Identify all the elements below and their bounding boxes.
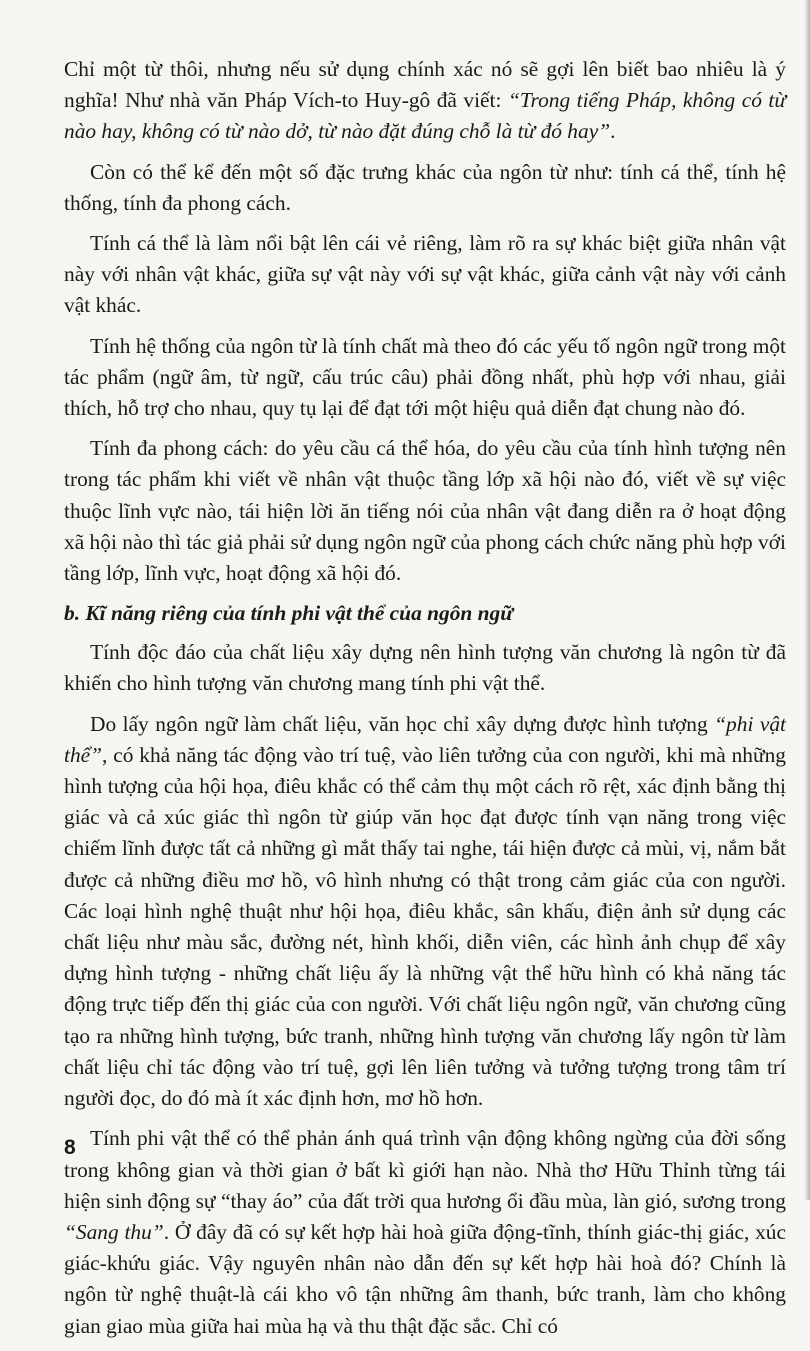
page-edge-shadow [804,0,810,1200]
page-body [64,54,786,1351]
paragraph-7 [64,709,786,1115]
p8-text-b: . Ở đây đã có sự kết hợp hài hoà giữa động-tĩnh, thính giác-thị giác, xúc giác-khứu giác. Vậy nguyên nhân nào dẫn đến sự kết hợp hài hoà đó? Chính là ngôn từ nghệ thuật-là cái kho vô tận những âm thanh, bức tranh, làm cho không gian giao mùa giữa hai mùa hạ và thu thật đặc sắc. Chỉ có [64,1219,786,1338]
p8-emphasis: “Sang thu” [64,1219,164,1244]
page-number: 8 [64,1136,76,1159]
paragraph-2: Còn có thể kể đến một số đặc trưng khác của ngôn từ như: tính cá thể, tính hệ thống, tính đa phong cách. [64,159,786,215]
paragraph-3: Tính cá thể là làm nổi bật lên cái vẻ riêng, làm rõ ra sự khác biệt giữa nhân vật này với nhân vật khác, giữa sự vật này với sự vật khác, giữa cảnh vật này với cảnh vật khác. [64,231,786,318]
section-heading-b: b. Kĩ năng riêng của tính phi vật thể của ngôn ngữ [64,601,514,626]
paragraph-8 [64,1123,786,1341]
paragraph-5: Tính đa phong cách: do yêu cầu cá thể hóa, do yêu cầu của tính hình tượng nên trong tác phẩm khi viết về nhân vật thuộc tầng lớp xã hội nào đó, viết về sự việc thuộc lĩnh vực nào, tái hiện lời ăn tiếng nói của nhân vật đang diễn ra ở hoạt động xã hội nào thì tác giả phải sử dụng ngôn ngữ của phong cách chức năng phù hợp với tầng lớp, lĩnh vực, hoạt động xã hội đó. [64,436,786,586]
paragraph-1 [64,54,786,148]
p7-text-a: Do lấy ngôn ngữ làm chất liệu, văn học chỉ xây dựng được hình tượng [90,711,715,736]
p1-end: . [610,119,616,144]
hugo-quote: “Trong tiếng Pháp, không có từ nào hay, không có từ nào dở, từ nào đặt đúng chỗ là từ đó hay” [64,88,787,144]
p1-text: Chỉ một từ thôi, nhưng nếu sử dụng chính xác nó sẽ gợi lên biết bao nhiêu là ý nghĩa! Như nhà văn Pháp Vích-to Huy-gô đã viết: [64,57,786,113]
p7-text-b: , có khả năng tác động vào trí tuệ, vào liên tưởng của con người, khi mà những hình tượng của hội họa, điêu khắc có thể cảm thụ một cách rõ rệt, xác định bằng thị giác và cả xúc giác thì ngôn từ giúp văn học đạt được tính vạn năng trong việc chiếm lĩnh được tất cả những gì mắt thấy tai nghe, tái hiện được cả mùi, vị, nắm bắt được cả những điều mơ hồ, vô hình nhưng có thật trong cảm giác của con người. Các loại hình nghệ thuật như hội họa, điêu khắc, sân khấu, điện ảnh sử dụng các chất liệu như màu sắc, đường nét, hình khối, diễn viên, các hình ảnh chụp để xây dựng hình tượng - những chất liệu ấy là những vật thể hữu hình có khả năng tác động trực tiếp đến thị giác của con người. Với chất liệu ngôn ngữ, văn chương cũng tạo ra những hình tượng, bức tranh, những hình tượng văn chương lấy ngôn từ làm chất liệu chỉ tác động vào trí tuệ, gợi lên liên tưởng và tưởng tượng trong tâm trí người đọc, do đó mà ít xác định hơn, mơ hồ hơn. [64,742,786,1111]
paragraph-6: Tính độc đáo của chất liệu xây dựng nên hình tượng văn chương là ngôn từ đã khiến cho hình tượng văn chương mang tính phi vật thể. [64,640,786,696]
paragraph-4: Tính hệ thống của ngôn từ là tính chất mà theo đó các yếu tố ngôn ngữ trong một tác phẩm (ngữ âm, từ ngữ, cấu trúc câu) phải đồng nhất, phù hợp với nhau, giải thích, hỗ trợ cho nhau, quy tụ lại để đạt tới một hiệu quả diễn đạt chung nào đó. [64,333,786,421]
p7-emphasis: “phi vật thể” [64,711,786,767]
p8-text-a: Tính phi vật thể có thể phản ánh quá trình vận động không ngừng của đời sống trong không gian và thời gian ở bất kì giới hạn nào. Nhà thơ Hữu Thỉnh từng tái hiện sinh động sự “thay áo” của đất trời qua hương ổi đầu mùa, làn gió, sương trong [64,1126,786,1213]
